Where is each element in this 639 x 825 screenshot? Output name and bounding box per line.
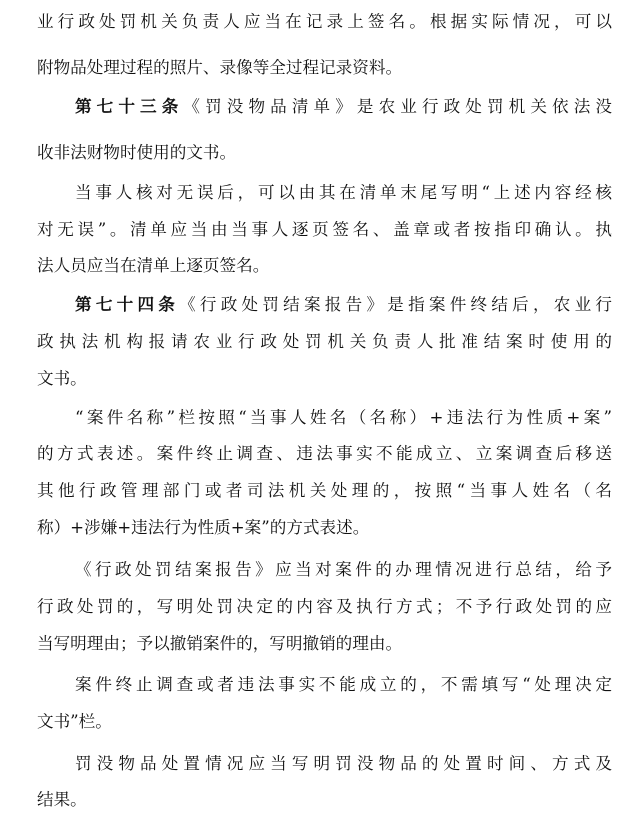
text-span: 《罚没物品清单》是农业行政处罚机关依法没 (183, 97, 613, 116)
article-74-line (75, 292, 612, 318)
text-line: 当事人核对无误后，可以由其在清单末尾写明“上述内容经核 (75, 183, 612, 202)
text-line: 收非法财物时使用的文书。 (37, 143, 237, 162)
article-73-line (75, 94, 612, 120)
text-line: 的方式表述。案件终止调查、违法事实不能成立、立案调查后移送 (37, 444, 612, 463)
text-line: 称）+涉嫌+违法行为性质+案”的方式表述。 (37, 518, 370, 537)
text-line: 法人员应当在清单上逐页签名。 (37, 256, 270, 275)
text-line: 文书。 (37, 369, 87, 388)
text-line: 《行政处罚结案报告》应当对案件的办理情况进行总结，给予 (75, 560, 612, 579)
text-line: 对无误”。清单应当由当事人逐页签名、盖章或者按指印确认。执 (37, 220, 612, 239)
text-line: 附物品处理过程的照片、录像等全过程记录资料。 (37, 58, 403, 77)
text-line: 行政处罚的，写明处罚决定的内容及执行方式；不予行政处罚的应 (37, 597, 612, 616)
text-line: 其他行政管理部门或者司法机关处理的，按照“当事人姓名（名 (37, 481, 612, 500)
text-line: 案件终止调查或者违法事实不能成立的，不需填写“处理决定 (75, 675, 612, 694)
text-span: 《行政处罚结案报告》是指案件终结后，农业行 (179, 295, 613, 314)
text-line: 政执法机构报请农业行政处罚机关负责人批准结案时使用的 (37, 332, 612, 351)
text-line: 业行政处罚机关负责人应当在记录上签名。根据实际情况，可以 (37, 12, 612, 31)
article-heading: 第七十四条 (75, 295, 180, 314)
text-line: 当写明理由；予以撤销案件的，写明撤销的理由。 (37, 634, 403, 653)
text-line: “案件名称”栏按照“当事人姓名（名称）+违法行为性质+案” (75, 408, 612, 427)
text-line: 罚没物品处置情况应当写明罚没物品的处置时间、方式及 (75, 754, 612, 773)
article-heading: 第七十三条 (75, 97, 184, 116)
text-line: 文书”栏。 (37, 712, 112, 731)
text-line: 结果。 (37, 790, 87, 809)
